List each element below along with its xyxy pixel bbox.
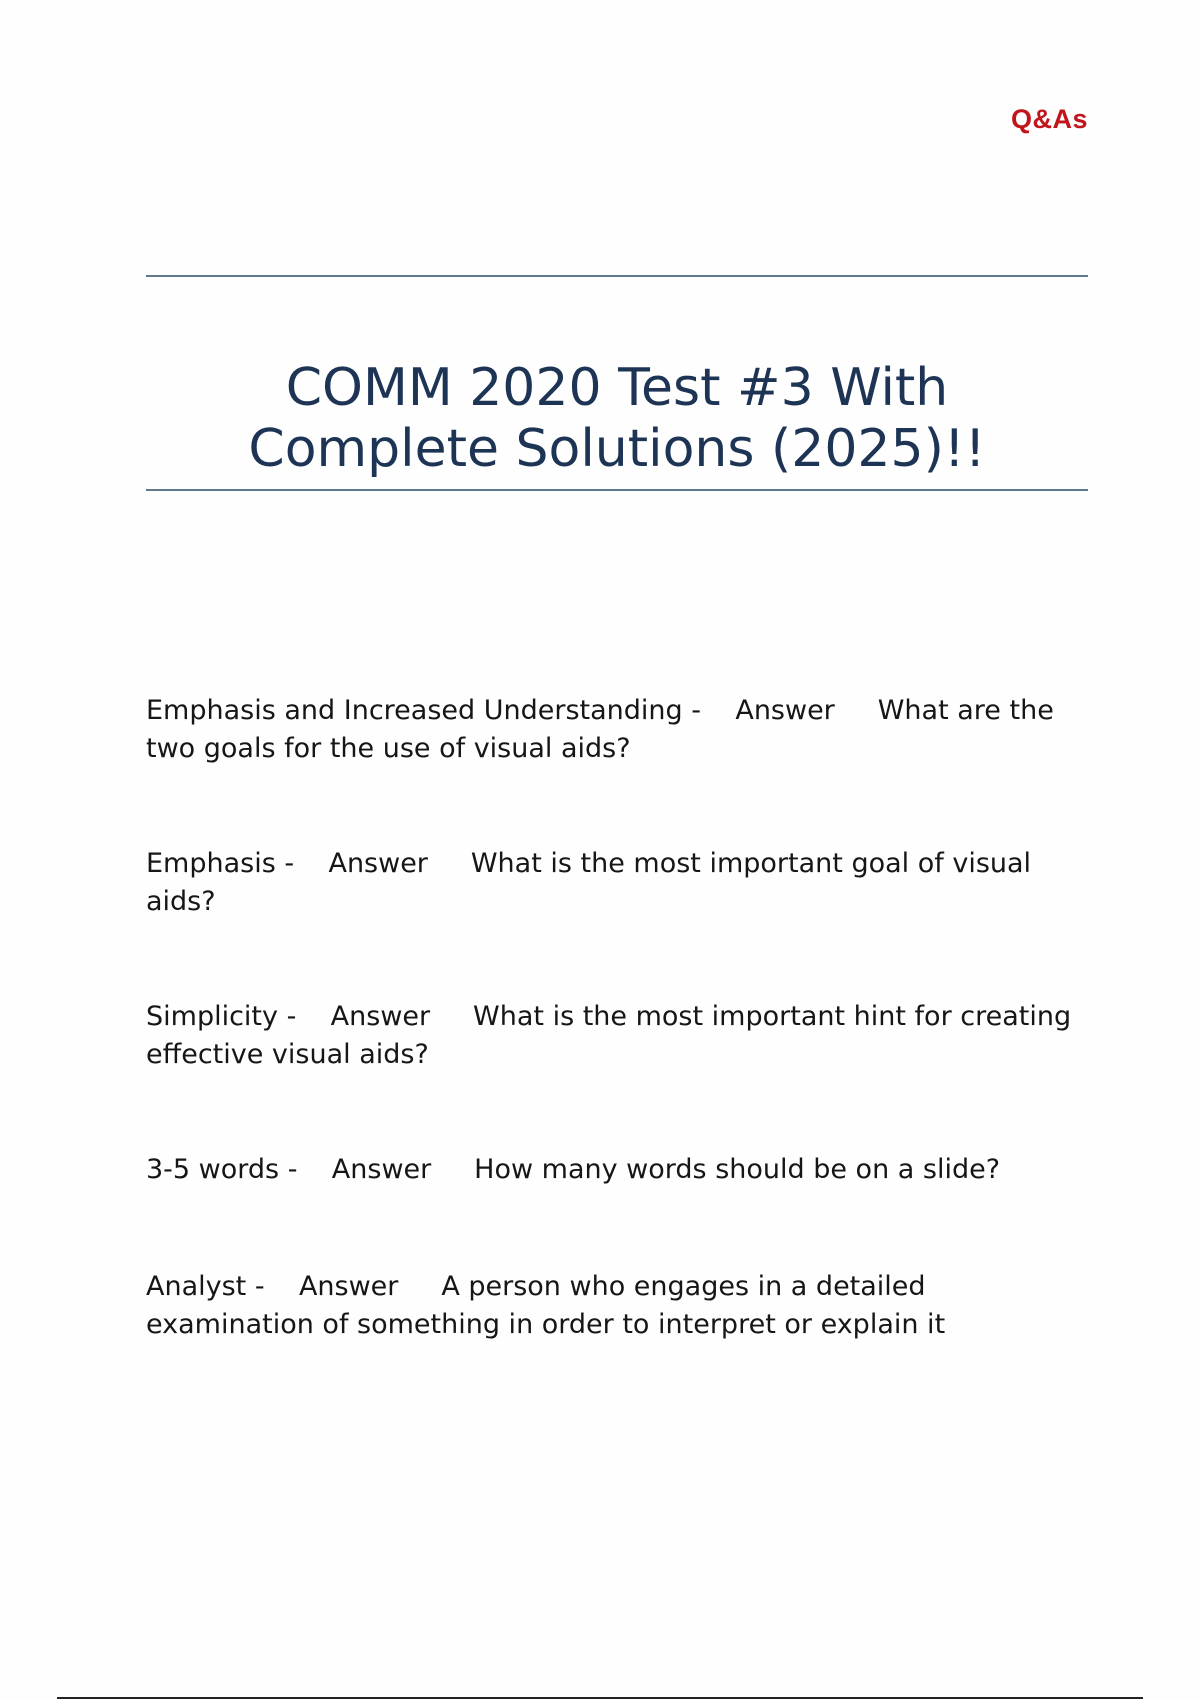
qa-term: 3-5 words - — [146, 1154, 298, 1185]
title-line-2: Complete Solutions (2025)!! — [248, 419, 986, 479]
qas-header-tag: Q&As — [1010, 104, 1088, 134]
qa-answer-label: Answer — [298, 1271, 399, 1302]
document-title — [146, 358, 1088, 480]
qa-answer-label: Answer — [735, 695, 835, 726]
qa-term: Analyst - — [146, 1271, 265, 1302]
title-top-rule — [146, 275, 1088, 277]
qa-item-5 — [146, 1268, 1088, 1344]
qa-item-2 — [146, 845, 1088, 921]
qa-answer-label: Answer — [330, 1001, 431, 1032]
qa-question: How many words should be on a slide? — [474, 1154, 1001, 1185]
qa-question: What are the two goals for the use of visual aids? — [146, 695, 1063, 764]
qa-question: A person who engages in a detailed examination of something in order to interpret or explain it — [146, 1271, 946, 1340]
qa-question: What is the most important goal of visual aids? — [146, 848, 1040, 917]
qa-term: Simplicity - — [146, 1001, 297, 1032]
qa-answer-label: Answer — [331, 1154, 432, 1185]
qa-term: Emphasis - — [146, 848, 295, 879]
qa-item-3 — [146, 998, 1088, 1074]
qa-term: Emphasis and Increased Understanding - — [146, 695, 701, 726]
qa-question: What is the most important hint for creating effective visual aids? — [146, 1001, 1080, 1070]
qa-answer-label: Answer — [328, 848, 428, 879]
title-bottom-rule — [146, 489, 1088, 491]
footer-rule — [57, 1697, 1143, 1699]
title-line-1: COMM 2020 Test #3 With — [285, 358, 949, 418]
qa-item-4 — [146, 1151, 1088, 1189]
qa-item-1 — [146, 692, 1088, 768]
